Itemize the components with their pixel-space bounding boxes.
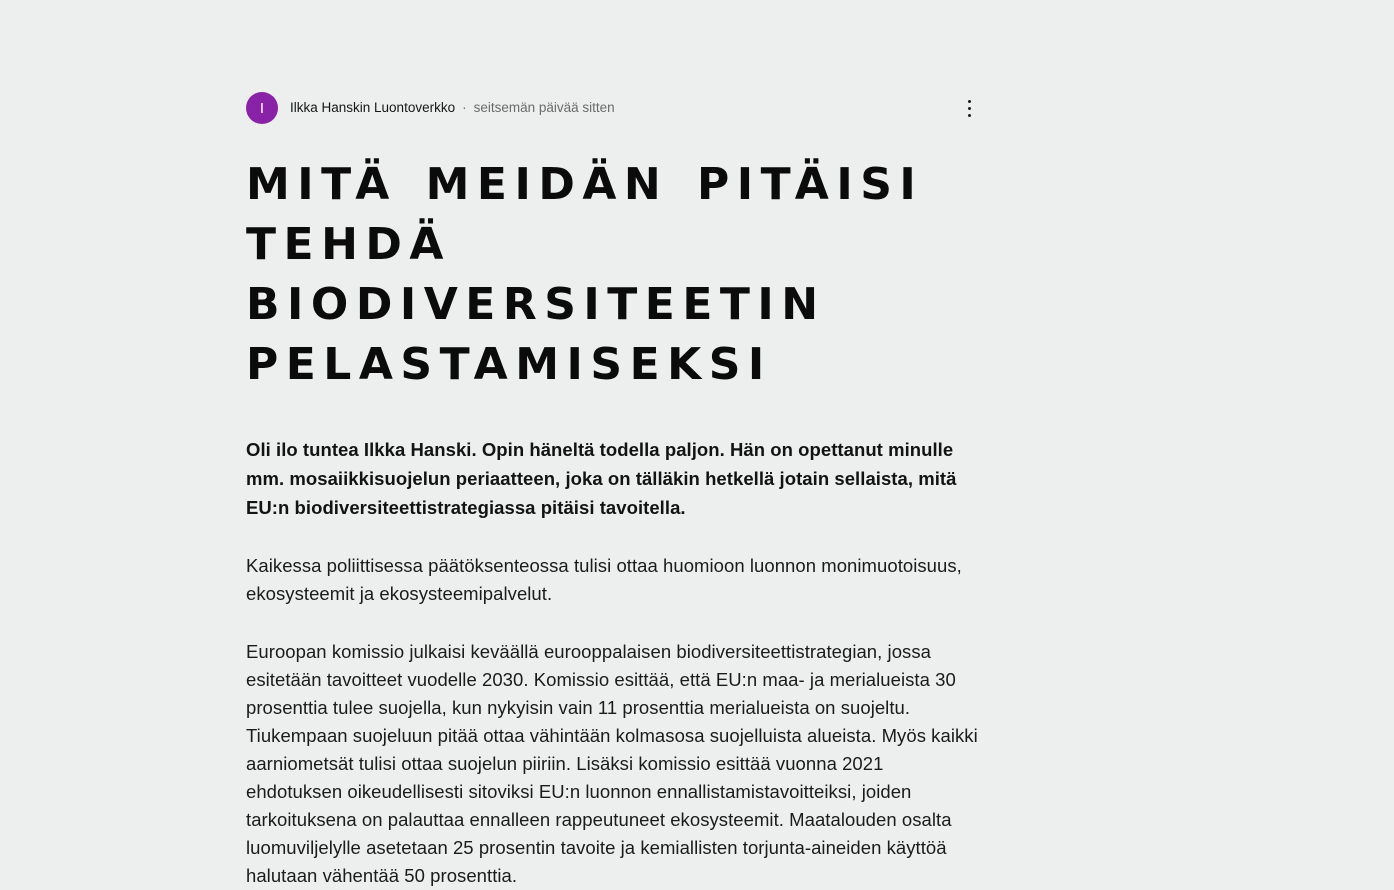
byline (246, 88, 980, 128)
avatar[interactable]: I (246, 92, 278, 124)
page-title: MITÄ MEIDÄN PITÄISI TEHDÄ BIODIVERSITEETIN PELASTAMISEKSI (246, 159, 924, 390)
kebab-dot (968, 107, 971, 110)
byline-text (290, 100, 615, 116)
kebab-menu-icon[interactable] (958, 95, 980, 121)
article-container (246, 0, 980, 890)
byline-timestamp: seitsemän päivää sitten (473, 99, 615, 115)
byline-author[interactable]: Ilkka Hanskin Luontoverkko (290, 99, 456, 115)
article-paragraph: Euroopan komissio julkaisi keväällä eurooppalaisen biodiversiteettistrategian, jossa esitetään tavoitteet vuodelle 2030. Komissio esittää, että EU:n maa- ja merialueista 30 prosenttia tulee suojella, kun nykyisin vain 11 prosenttia merialueista on suojeltu. Tiukempaan suojeluun pitää ottaa vähintään kolmasosa suojelluista alueista. Myös kaikki aarniometsät tulisi ottaa suojelun piiriin. Lisäksi komissio esittää vuonna 2021 ehdotuksen oikeudellisesti sitoviksi EU:n luonnon ennallistamistavoitteiksi, joiden tarkoituksena on palauttaa ennalleen rappeutuneet ekosysteemit. Maatalouden osalta luomuviljelylle asetetaan 25 prosentin tavoite ja kemiallisten torjunta-aineiden käyttöä halutaan vähentää 50 prosenttia. (246, 641, 978, 886)
article-paragraph: Kaikessa poliittisessa päätöksenteossa tulisi ottaa huomioon luonnon monimuotoisuus, ekosysteemit ja ekosysteemipalvelut. (246, 555, 962, 604)
article-lead-paragraph: Oli ilo tuntea Ilkka Hanski. Opin häneltä todella paljon. Hän on opettanut minulle mm. mosaiikkisuojelun periaatteen, joka on tälläkin hetkellä jotain sellaista, mitä EU:n biodiversiteettistrategiassa pitäisi tavoitella. (246, 439, 957, 518)
kebab-dot (968, 100, 971, 103)
byline-separator: · (462, 99, 467, 115)
kebab-dot (968, 114, 971, 117)
